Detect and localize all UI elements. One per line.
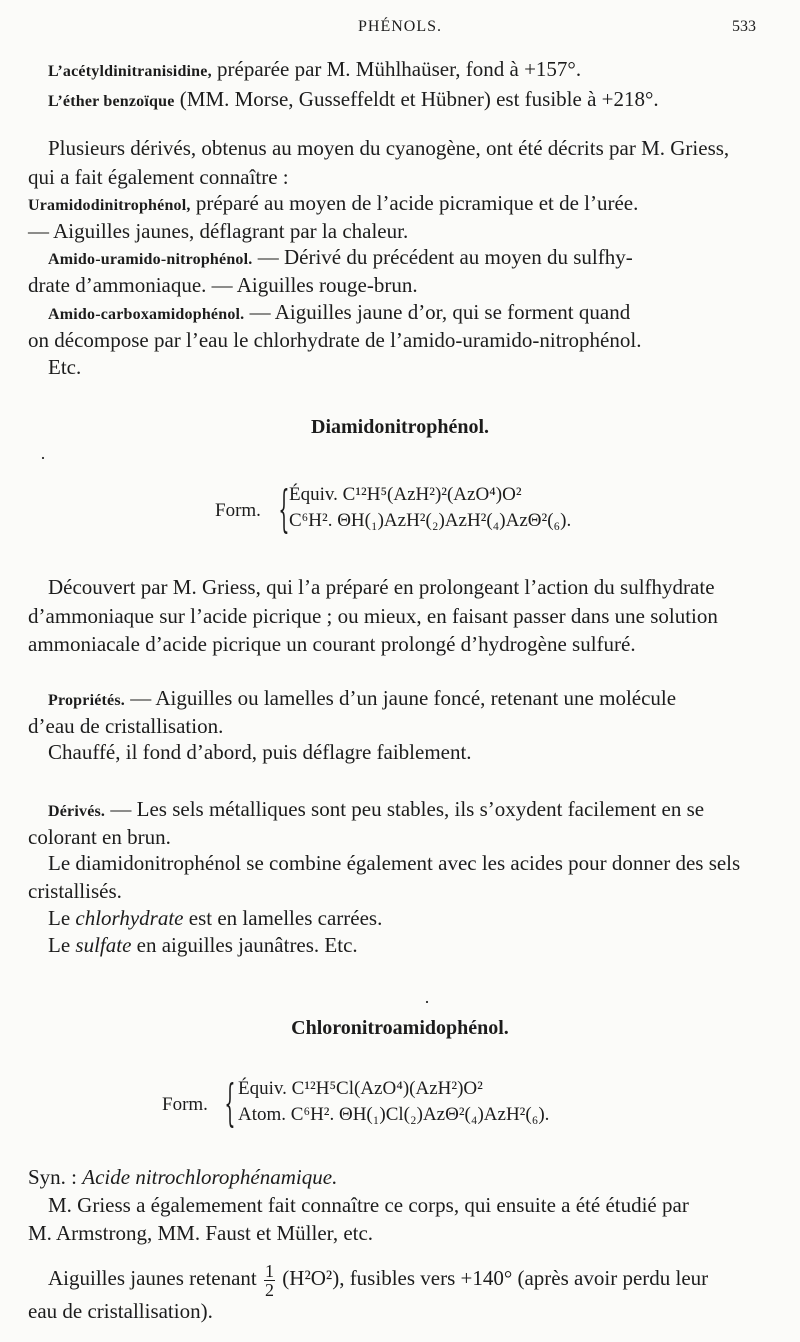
paragraph-line: Chauffé, il fond d’abord, puis déflagre faiblement. [48, 740, 472, 764]
formula-block [0, 1074, 800, 1134]
paragraph-line [48, 244, 758, 273]
paragraph-line: eau de cristallisation). [28, 1299, 213, 1323]
paragraph-line: Découvert par M. Griess, qui l’a préparé en prolongeant l’action du sulfhydrate [48, 575, 715, 599]
running-title: PHÉNOLS. [357, 18, 442, 35]
paragraph-line: drate d’ammoniaque. — Aiguilles rouge-brun. [28, 273, 418, 297]
paragraph-line: cristallisés. [28, 879, 122, 903]
paragraph-line: d’eau de cristallisation. [28, 714, 224, 738]
line-text: est en lamelles carrées. [183, 906, 383, 930]
paragraph-line [48, 56, 758, 85]
italic-term: chlorhydrate [75, 906, 184, 930]
paragraph-line: qui a fait également connaître : [28, 165, 289, 189]
subsection-label: Propriétés. [48, 692, 125, 709]
paragraph-line: ammoniacale d’acide picrique un courant prolongé d’hydrogène sulfuré. [28, 632, 636, 656]
fraction-numerator: 1 [265, 1260, 275, 1281]
section-heading: Diamidonitrophénol. [311, 416, 489, 438]
line-text: préparée par M. Mühlhaüser, fond à +157°. [211, 57, 582, 81]
formula-equiv: Équiv. C¹²H⁵Cl(AzO⁴)(AzH²)O² [238, 1078, 483, 1099]
running-header [0, 14, 800, 44]
compound-name: Amido-uramido-nitrophénol. [48, 251, 253, 268]
paragraph-line [48, 905, 758, 932]
paragraph-line [28, 190, 758, 219]
line-text: (MM. Morse, Gusseffeldt et Hübner) est fusible à +218°. [174, 87, 659, 111]
paragraph-line: M. Griess a égalemement fait connaître ce corps, qui ensuite a été étudié par [48, 1193, 689, 1217]
fraction-denominator: 2 [265, 1279, 275, 1300]
paragraph-line [48, 86, 758, 115]
line-text: — Aiguilles ou lamelles d’un jaune foncé, retenant une molécule [125, 686, 677, 710]
line-text: — Les sels métalliques sont peu stables, ils s’oxydent facilement en se [105, 797, 705, 821]
subsection-label: Dérivés. [48, 803, 106, 820]
paragraph-line: Le diamidonitrophénol se combine également avec les acides pour donner des sels [48, 851, 741, 875]
italic-term: sulfate [75, 933, 132, 957]
paragraph-line: d’ammoniaque sur l’acide picrique ; ou mieux, en faisant passer dans une solution [28, 604, 718, 628]
page-number: 533 [732, 18, 756, 35]
compound-name: Uramidodinitrophénol, [28, 197, 191, 214]
paragraph-line: colorant en brun. [28, 825, 171, 849]
paragraph-line: Etc. [48, 355, 82, 379]
formula-label: Form. [162, 1094, 208, 1115]
line-text: — Aiguilles jaune d’or, qui se forment quand [244, 300, 631, 324]
compound-name: Amido-carboxamidophénol. [48, 306, 245, 323]
paragraph-line [48, 796, 758, 825]
formula-block [0, 482, 800, 542]
compound-name: L’éther benzoïque [48, 93, 175, 110]
paragraph-line: on décompose par l’eau le chlorhydrate de l’amido-uramido-nitrophénol. [28, 328, 642, 352]
line-text: Aiguilles jaunes retenant [48, 1266, 263, 1290]
paragraph-line [48, 1258, 758, 1299]
paragraph-line: — Aiguilles jaunes, déflagrant par la chaleur. [28, 219, 409, 243]
line-text: en aiguilles jaunâtres. Etc. [131, 933, 358, 957]
line-text: Le [48, 933, 76, 957]
formula-brace: { [224, 1074, 236, 1132]
formula-brace: { [278, 480, 290, 538]
section-heading: Chloronitroamidophénol. [291, 1017, 509, 1039]
line-text: Le [48, 906, 76, 930]
paragraph-line [48, 685, 758, 714]
paragraph-line [28, 1164, 758, 1191]
line-text: préparé au moyen de l’acide picramique et de l’urée. [190, 191, 639, 215]
paragraph-line: Plusieurs dérivés, obtenus au moyen du cyanogène, ont été décrits par M. Griess, [48, 136, 730, 160]
italic-term: Acide nitrochlorophénamique. [82, 1165, 338, 1189]
ink-speck: · [40, 448, 46, 468]
compound-name: L’acétyldinitranisidine, [48, 63, 212, 80]
paragraph-line: M. Armstrong, MM. Faust et Müller, etc. [28, 1221, 374, 1245]
paragraph-line [48, 299, 758, 328]
formula-atom: C⁶H². ΘH(₁)AzH²(₂)AzH²(₄)AzΘ²(₆). [289, 510, 572, 531]
ink-speck: · [424, 992, 430, 1012]
line-text: Syn. : [28, 1165, 83, 1189]
formula-equiv: Équiv. C¹²H⁵(AzH²)²(AzO⁴)O² [289, 484, 522, 505]
paragraph-line [48, 932, 758, 959]
line-text: (H²O²), fusibles vers +140° (après avoir perdu leur [277, 1266, 709, 1290]
line-text: — Dérivé du précédent au moyen du sulfhy- [252, 245, 633, 269]
fraction [264, 1262, 275, 1299]
formula-atom: Atom. C⁶H². ΘH(₁)Cl(₂)AzΘ²(₄)AzH²(₆). [238, 1104, 550, 1125]
formula-label: Form. [215, 500, 261, 521]
